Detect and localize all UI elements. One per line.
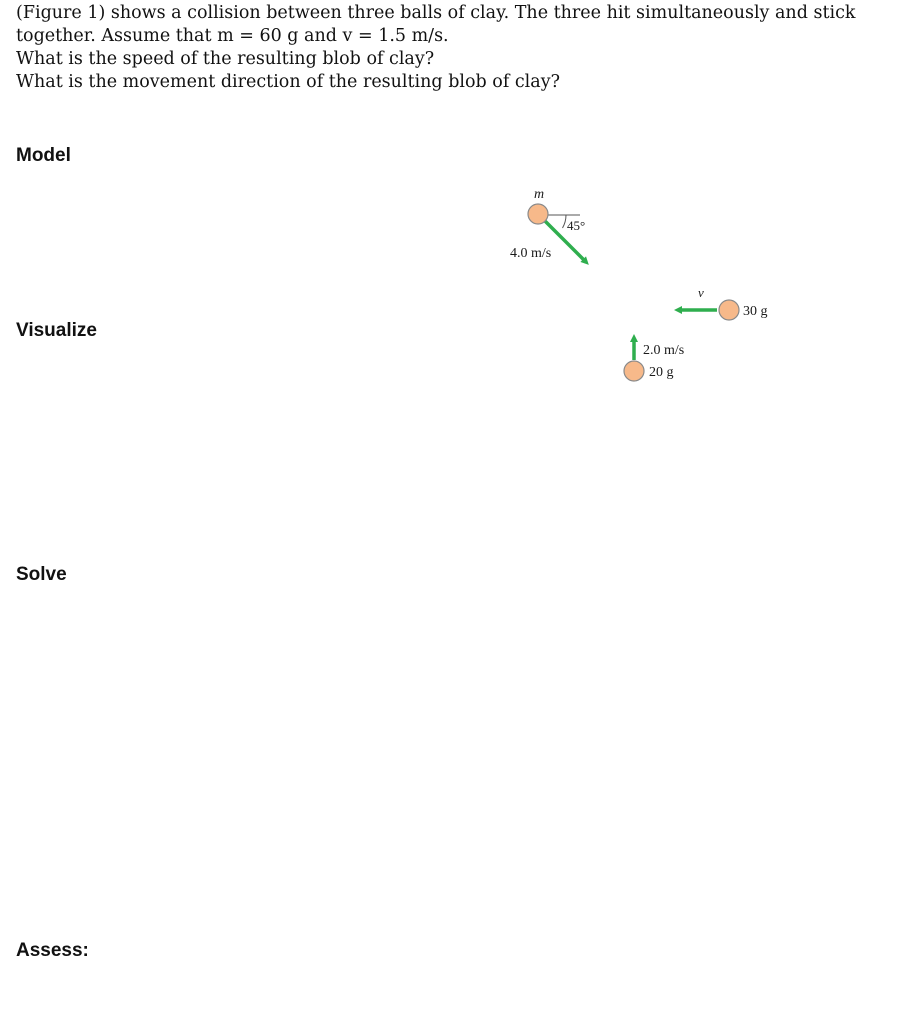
ball-30: [719, 300, 739, 320]
ball-20-speed-label: 2.0 m/s: [643, 343, 685, 358]
ball-m-speed-label: 4.0 m/s: [510, 246, 552, 261]
problem-line-1: (Figure 1) shows a collision between three balls of clay. The three hit simultaneously and stick: [16, 3, 856, 23]
ball-30-mass-label: 30 g: [743, 304, 768, 319]
section-solve-heading: Solve: [16, 564, 67, 585]
ball-m-mass-label: m: [534, 187, 545, 202]
ball-20-mass-label: 20 g: [649, 365, 674, 380]
ball-20: [624, 361, 644, 381]
ball-m-angle-label: 45°: [567, 218, 586, 233]
section-model-heading: Model: [16, 145, 71, 166]
problem-line-4: What is the movement direction of the resulting blob of clay?: [16, 72, 560, 92]
problem-line-3: What is the speed of the resulting blob of clay?: [16, 49, 435, 69]
ball-m-angle-arc: [563, 215, 567, 228]
collision-figure: [500, 178, 790, 390]
ball-m: [528, 204, 548, 224]
section-assess-heading: Assess:: [16, 940, 89, 961]
problem-statement: [16, 2, 886, 94]
problem-line-2: together. Assume that m = 60 g and v = 1.5 m/s.: [16, 26, 449, 46]
section-visualize-heading: Visualize: [16, 320, 97, 341]
ball-30-velocity-label: v: [698, 285, 704, 300]
